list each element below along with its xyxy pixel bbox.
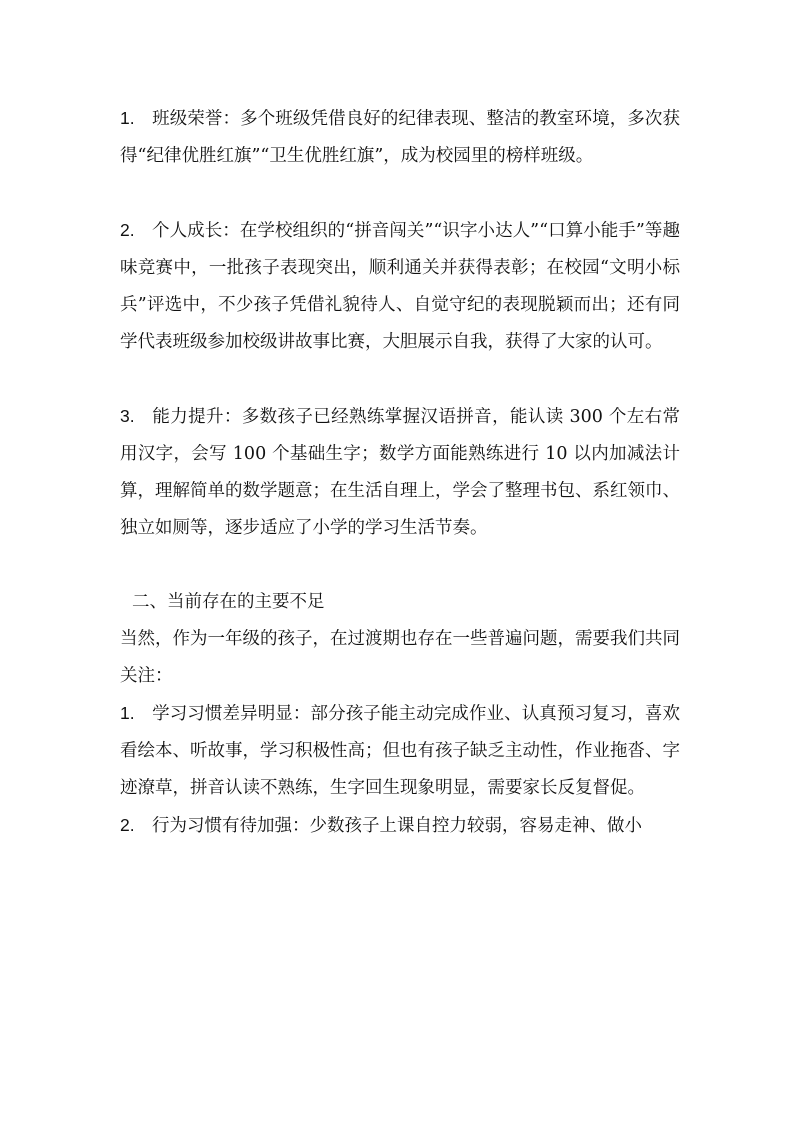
item-number: 2.: [120, 815, 135, 835]
item-number: 3.: [120, 406, 135, 426]
shortcoming-item-1: [120, 695, 680, 807]
item-text: 能力提升：多数孩子已经熟练掌握汉语拼音，能认读 300 个左右常用汉字，会写 100 个基础生字；数学方面能熟练进行 10 以内加减法计算，理解简单的数学题意；在生活自理上，学会了整理书包、系红领巾、独立如厕等，逐步适应了小学的学习生活节奏。: [120, 407, 680, 538]
achievement-item-3: [120, 398, 680, 547]
item-number: 1.: [120, 703, 135, 723]
paragraph-spacer: [120, 547, 680, 584]
section-intro: 当然，作为一年级的孩子，在过渡期也存在一些普遍问题，需要我们共同关注：: [120, 629, 680, 686]
paragraph-spacer: [120, 361, 680, 398]
achievement-item-2: [120, 212, 680, 361]
item-number: 1.: [120, 108, 135, 128]
item-number: 2.: [120, 220, 135, 240]
paragraph-spacer: [120, 175, 680, 212]
section-heading: 二、当前存在的主要不足: [132, 592, 325, 612]
item-text: 行为习惯有待加强：少数孩子上课自控力较弱，容易走神、做小: [152, 816, 642, 836]
achievement-item-1: [120, 100, 680, 175]
item-text: 学习习惯差异明显：部分孩子能主动完成作业、认真预习复习，喜欢看绘本、听故事，学习积极性高；但也有孩子缺乏主动性，作业拖沓、字迹潦草，拼音认读不熟练，生字回生现象明显，需要家长反复督促。: [120, 704, 680, 798]
item-text: 班级荣誉：多个班级凭借良好的纪律表现、整洁的教室环境，多次获得“纪律优胜红旗”“卫生优胜红旗”，成为校园里的榜样班级。: [120, 109, 680, 166]
shortcoming-item-2: [120, 807, 680, 845]
item-text: 个人成长：在学校组织的“拼音闯关”“识字小达人”“口算小能手”等趣味竞赛中，一批孩子表现突出，顺利通关并获得表彰；在校园“文明小标兵”评选中，不少孩子凭借礼貌待人、自觉守纪的表现脱颖而出；还有同学代表班级参加校级讲故事比赛，大胆展示自我，获得了大家的认可。: [120, 221, 680, 352]
document-body: [120, 100, 680, 845]
